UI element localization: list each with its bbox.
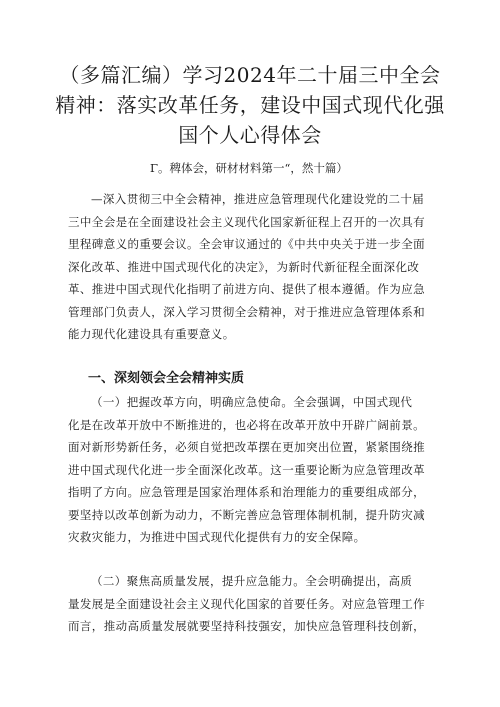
paragraph-line: 要坚持以改革创新为动力，不断完善应急管理体制机制，提升防灾减 [68,507,425,522]
paragraph-line: 管理部门负责人，深入学习贯彻全会精神，对于推进应急管理体系和 [68,304,425,319]
paragraph-line: 进中国式现代化进一步全面深化改革。这一重要论断为应急管理改革 [68,462,425,477]
paragraph-line: （一）把握改革方向，明确应急使命。全会强调，中国式现代 [91,395,413,409]
paragraph-line: 革、推进中国式现代化指明了前进方向、提供了根本遵循。作为应急 [68,282,425,296]
paragraph-line: —深入贯彻三中全会精神，推进应急管理现代化建设党的二十届 [91,192,425,206]
paragraph-line: 量发展是全面建设社会主义现代化国家的首要任务。对应急管理工作 [68,596,425,611]
paragraph-line: 里程碑意义的重要会议。全会审议通过的《中共中央关于进一步全面 [68,237,425,251]
section-heading: 一、深刻领会全会精神实质 [88,371,245,386]
paragraph-line: 三中全会是在全面建设社会主义现代化国家新征程上召开的一次具有 [68,214,425,229]
paragraph-line: 指明了方向。应急管理是国家治理体系和治理能力的重要组成部分， [68,485,425,499]
paragraph-line: 而言，推动高质量发展就要坚持科技强安，加快应急管理科技创新， [68,619,425,633]
paragraph-line: （二）聚焦高质量发展，提升应急能力。全会明确提出，高质 [91,574,413,588]
document-title [40,60,460,150]
section-2-paragraph [68,570,438,638]
section-1-paragraph [68,391,438,549]
paragraph-line: 能力现代化建设具有重要意义。 [68,327,235,341]
title-line-1: （多篇汇编）学习2024年二十届三中全会 [59,63,441,87]
document-subtitle: Γ。稗体会，研材材料第一“，然十篇） [150,161,348,175]
paragraph-line: 灾救灾能力，为推进中国式现代化提供有力的安全保障。 [68,530,366,544]
title-line-2: 精神：落实改革任务，建设中国式现代化强 [55,93,445,117]
paragraph-line: 化是在改革开放中不断推进的，也必将在改革开放中开辟广阔前景。 [68,417,425,432]
intro-paragraph [68,188,438,346]
paragraph-line: 深化改革、推进中国式现代化的决定》，为新时代新征程全面深化改 [68,259,420,274]
title-line-3: 国个人心得体会 [178,123,322,147]
paragraph-line: 面对新形势新任务，必须自觉把改革摆在更加突出位置，紧紧围绕推 [68,440,425,454]
